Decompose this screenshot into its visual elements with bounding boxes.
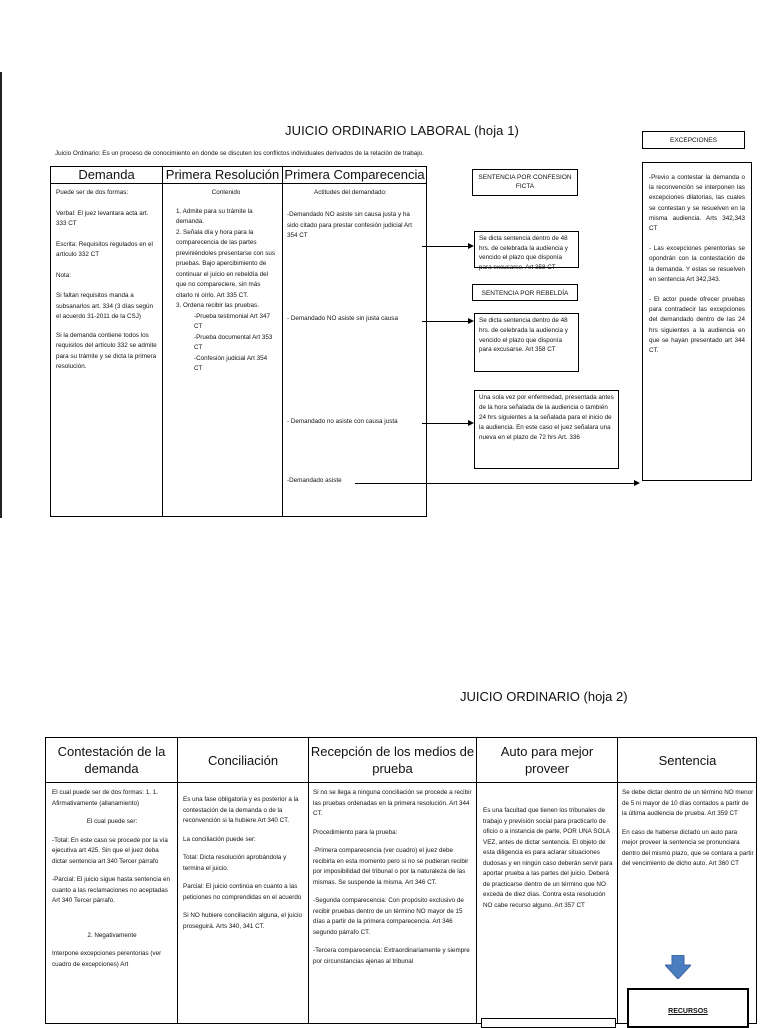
excepcion-item: -Previo a contestar la demanda o la reconvención se interponen las excepciones dilatorias, las cuales se contestan y se resuelven en la misma audiencia. Arts 342,343 CT [649,174,745,233]
contestacion-line: 2. Negativamente [87,931,137,939]
resolucion-item: -Prueba documental Art 353 CT [194,333,273,351]
excepcion-item: - Las excepciones perentorias se opondrán con la contestación de la demanda. Y estas se resuelven en sentencia Art 342,343. [649,245,745,283]
contestacion-line: -Parcial: El juicio sigue hasta sentencia en cuanto a las reclamaciones no aceptadas Art 340 Tercer párrafo. [52,876,170,904]
conciliacion-line: Si NO hubiere conciliación alguna, el juicio proseguirá. Arts 340, 341 CT. [183,912,303,930]
recepcion-line: -Tercera comparecencia: Extraordinariamente y siempre por circunstancias ajenas al tribunal [313,947,470,965]
divider [282,166,283,517]
sheet1-title: JUICIO ORDINARIO LABORAL (hoja 1) [285,123,519,138]
arrow-line [422,246,470,247]
comparecencia-item: - Demandado NO asiste sin justa causa [287,315,398,322]
conciliacion-line: La conciliación puede ser: [183,835,256,843]
resolucion-item: 2. Señala día y hora para la comparecencia de las partes previniéndoles presentarse con sus pruebas. Bajo apercibimiento de continuar el juicio en rebeldía del que no compareciere, sin más citarlo ni oírlo. Art 335 CT. [176,228,276,299]
sentencia-confesion-title: SENTENCIA POR CONFESION FICTA [478,174,572,190]
col-demanda-header: Demanda [50,166,163,184]
recepcion-line: Procedimiento para la prueba: [313,828,398,836]
recepcion-line: -Segunda comparecencia: Con propósito exclusivo de recibir pruebas dentro de un término NO mayor de 15 días a partir de la primera comparecencia. Art 346 segundo párrafo CT. [313,897,464,936]
recursos-title: RECURSOS [668,1008,708,1015]
resolucion-heading: Contenido [211,189,241,196]
causa-justa-text: Una sola vez por enfermedad, presentada antes de la hora señalada de la audiencia o también 24 hrs siguientes a la señalada para el inicio de la audiencia. En este caso el juez señalara una nueva en el plazo de 72 hrs Art. 336 [474,390,619,469]
excepciones-box [642,162,752,481]
arrow-line [422,423,470,424]
col-conciliacion-header: Conciliación [207,752,279,768]
down-arrow-icon [665,955,691,979]
excepcion-item: - El actor puede ofrecer pruebas para contradecir las excepciones del demandado dentro de las 24 hrs siguientes a la audiencia en que se hayan presentado art 344 CT. [649,296,745,355]
comparecencia-heading: Actitudes del demandado: [314,189,387,196]
sheet1-intro: Juicio Ordinario: Es un proceso de conocimiento en donde se discuten los conflictos individuales derivados de la relación de trabajo. [55,150,424,157]
contestacion-line: -Total: En este caso se procede por la vía ejecutiva art 425. Sin que el juez deba dictar sentencia art 340 Tercer párrafo [52,836,168,865]
arrow-line [355,483,635,484]
col-contestacion-header: Contestación de la demanda [57,744,166,776]
resolucion-content [176,188,276,375]
contestacion-line: El cual puede ser: [86,818,138,825]
recepcion-content [313,788,473,967]
col-sentencia-header: Sentencia [658,752,717,768]
conciliacion-line: Es una fase obligatoria y es posterior a la contestación de la demanda o de la reconvención si la hubiere Art 340 CT. [183,796,299,824]
sentencia-rebeldia-text: Se dicta sentencia dentro de 48 hrs. de celebrada la audiencia y vencido el plazo que disponía para excusarse. Art 358 CT [474,313,579,372]
sentencia-rebeldia-title-box [472,284,578,301]
sentencia-rebeldia-title: SENTENCIA POR REBELDÍA [481,290,569,297]
comparecencia-item: - Demandado no asiste con causa justa [287,418,398,425]
demanda-content [56,188,158,373]
conciliacion-content [183,795,303,932]
demanda-line: Verbal: El juez levantara acta art. 333 CT [56,209,149,227]
resolucion-item: -Prueba testimonial Art 347 CT [194,312,270,330]
recepcion-line: -Primera comparecencia (ver cuadro) el juez debe recibirla en esta momento pero si no se pudieran recibir por imposibilidad del tribunal o por la naturaleza de las mismas. Se suspende la misma. Art 346 CT. [313,847,469,886]
sheet2-title: JUICIO ORDINARIO (hoja 2) [460,689,628,704]
col-primera-comparecencia-header: Primera Comparecencia [282,166,427,184]
col-primera-resolucion-header: Primera Resolución [162,166,283,184]
recepcion-line: Si no se llega a ninguna conciliación se procede a recibir las pruebas ordenadas en la primera resolución. Art 344 CT. [313,789,472,817]
divider [162,166,163,517]
excepciones-title: EXCEPCIONES [670,137,717,144]
divider [45,782,757,783]
demanda-line: Si faltan requisitos manda a subsanarlos art. 334 (3 días según el acuerdo 31-2011 de la CSJ) [56,292,153,320]
excepciones-title-box [642,131,745,149]
sentencia-line: Se debe dictar dentro de un término NO menor de 5 ni mayor de 10 días contados a partir de la última audiencia de prueba. Art 359 CT [622,789,754,817]
resolucion-item: -Confesión judicial Art 354 CT [194,354,268,372]
sentencia-confesion-title-box [472,169,578,196]
conciliacion-line: Total: Dicta resolución aprobándola y termina el juicio. [183,854,287,872]
comparecencia-item: -Demandado NO asiste sin causa justa y ha sido citado para prestar confesión judicial Art 354 CT [287,211,412,239]
arrow-head-icon [634,480,640,486]
left-border [0,72,2,518]
contestacion-line: El cual puede ser de dos formas: 1. 1. Afirmativamente (allanamiento) [52,789,159,807]
conciliacion-line: Parcial: El juicio continúa en cuanto a las peticiones no comprendidas en el acuerdo [183,883,302,901]
resolucion-item: 3. Ordena recibir las pruebas. [176,302,259,309]
col-recepcion-header: Recepción de los medios de prueba [310,744,475,776]
auto-content: Es una facultad que tienen los tribunales de trabajo y previsión social para practicarlo de oficio o a instancia de parte, POR UNA SOLA VEZ, antes de dictar sentencia. El objeto de esta diligencia es para aclarar situaciones dudosas y en ningún caso deberán servir para aportar prueba a las partes del juicio. Deberá de practicarse dentro de un término que NO exceda de diez días. Contra esta resolución NO cabe recurso alguno. Art 357 CT [483,807,613,909]
recursos-box [627,988,749,1028]
demanda-line: Puede ser de dos formas: [56,189,129,196]
contestacion-content [52,788,172,970]
resolucion-item: 1. Admite para su trámite la demanda. [176,207,253,225]
col-auto-header: Auto para mejor proveer [500,744,594,776]
demanda-line: Si la demanda contiene todos los requisitos del artículo 332 se admite para su trámite y se dicta la primera resolución. [56,331,157,370]
sentencia-confesion-text: Se dicta sentencia dentro de 48 hrs. de celebrada la audiencia y vencido el plazo que disponía para excusarse. Art 358 CT [474,231,579,268]
comparecencia-item: -Demandado asiste [287,477,342,484]
sentencia-content [622,788,754,870]
sentencia-line: En caso de haberse dictado un auto para mejor proveer la sentencia se pronunciara dentro del mismo plazo, que se contara a partir del vencimiento de dicho auto. Art 360 CT [622,828,754,867]
demanda-line: Escrita: Requisitos regulados en el artículo 332 CT [56,240,153,258]
auto-bottom-box [481,1018,616,1028]
arrow-line [422,321,470,322]
demanda-line: Nota: [56,271,72,279]
contestacion-line: Interpone excepciones perentorias (ver cuadro de excepciones) Art [52,950,162,968]
